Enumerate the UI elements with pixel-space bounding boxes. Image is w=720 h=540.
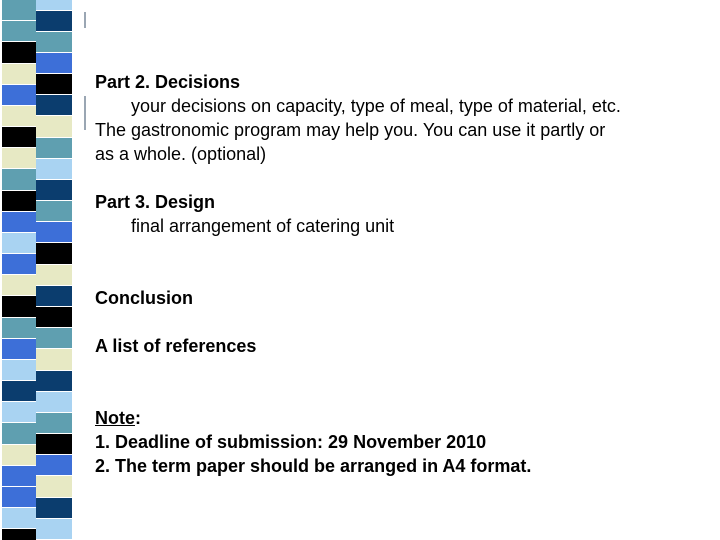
- stripe-segment: [36, 222, 72, 243]
- stripe-segment: [2, 106, 38, 127]
- stripe-segment: [36, 434, 72, 455]
- stripe-segment: [36, 286, 72, 307]
- stripe-segment: [36, 53, 72, 74]
- stripe-segment: [2, 212, 38, 233]
- stripe-segment: [36, 201, 72, 222]
- stripe-segment: [2, 318, 38, 339]
- stripe-segment: [2, 64, 38, 85]
- decorative-stripe-bar: [0, 0, 72, 540]
- stripe-segment: [2, 169, 38, 190]
- stripe-segment: [2, 233, 38, 254]
- stripe-segment: [2, 445, 38, 466]
- stripe-segment: [2, 0, 38, 21]
- stripe-segment: [36, 498, 72, 519]
- stripe-segment: [36, 519, 72, 540]
- stripe-segment: [36, 392, 72, 413]
- stripe-segment: [2, 42, 38, 63]
- stripe-segment: [36, 0, 72, 11]
- stripe-segment: [36, 328, 72, 349]
- stripe-column-left: [0, 0, 36, 540]
- stripe-segment: [2, 339, 38, 360]
- stripe-segment: [36, 116, 72, 137]
- stripe-segment: [2, 21, 38, 42]
- stripe-segment: [2, 381, 38, 402]
- stripe-segment: [2, 275, 38, 296]
- spacer: [95, 166, 705, 190]
- stripe-segment: [2, 402, 38, 423]
- part2-line-1: your decisions on capacity, type of meal, type of material, etc.: [131, 96, 621, 116]
- stripe-segment: [36, 159, 72, 180]
- conclusion-heading: Conclusion: [95, 288, 193, 308]
- stripe-segment: [36, 476, 72, 497]
- stripe-segment: [2, 423, 38, 444]
- part2-heading: Part 2. Decisions: [95, 72, 241, 92]
- divider-line-middle: [84, 96, 86, 130]
- stripe-segment: [2, 296, 38, 317]
- note-item-2: 2. The term paper should be arranged in A4 format.: [95, 456, 532, 476]
- stripe-segment: [36, 32, 72, 53]
- stripe-segment: [36, 11, 72, 32]
- part3-line-1: final arrangement of catering unit: [131, 216, 395, 236]
- stripe-segment: [2, 127, 38, 148]
- stripe-segment: [36, 243, 72, 264]
- stripe-segment: [36, 265, 72, 286]
- stripe-segment: [36, 455, 72, 476]
- stripe-segment: [2, 254, 38, 275]
- references-heading: A list of references: [95, 336, 257, 356]
- stripe-segment: [2, 360, 38, 381]
- stripe-segment: [2, 85, 38, 106]
- note-label: Note: [95, 408, 135, 428]
- spacer: [95, 238, 705, 286]
- stripe-segment: [2, 508, 38, 529]
- stripe-segment: [2, 148, 38, 169]
- slide-body: [95, 70, 705, 478]
- stripe-segment: [36, 95, 72, 116]
- stripe-segment: [36, 180, 72, 201]
- stripe-segment: [36, 371, 72, 392]
- stripe-segment: [2, 191, 38, 212]
- stripe-segment: [36, 138, 72, 159]
- stripe-segment: [36, 307, 72, 328]
- spacer: [95, 358, 705, 406]
- stripe-segment: [2, 487, 38, 508]
- stripe-segment: [2, 466, 38, 487]
- stripe-segment: [36, 413, 72, 434]
- divider-line-top: [84, 12, 86, 28]
- note-heading: [95, 406, 705, 430]
- spacer: [95, 310, 705, 334]
- stripe-segment: [36, 349, 72, 370]
- part2-line-2: The gastronomic program may help you. You can use it partly or: [95, 120, 606, 140]
- part3-heading: Part 3. Design: [95, 192, 216, 212]
- stripe-column-right: [36, 0, 72, 540]
- stripe-segment: [36, 74, 72, 95]
- note-colon: :: [135, 408, 141, 428]
- stripe-segment: [2, 529, 38, 540]
- part2-line-3: as a whole. (optional): [95, 144, 267, 164]
- note-item-1: 1. Deadline of submission: 29 November 2010: [95, 432, 487, 452]
